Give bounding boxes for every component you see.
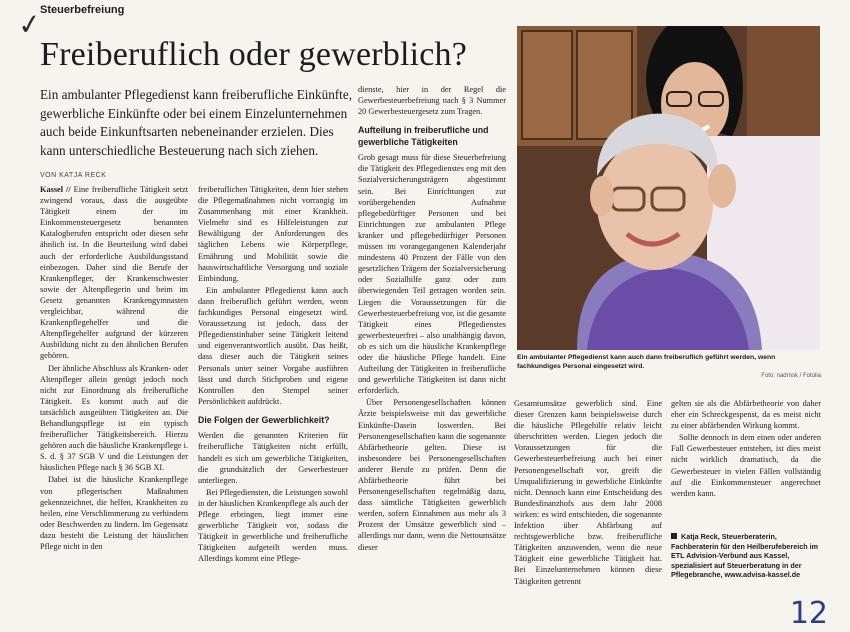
subheading-gewerblichkeit: Die Folgen der Gewerblichkeit? <box>198 414 330 425</box>
location-tag: Kassel // <box>40 185 71 194</box>
paragraph: Bei Pflegediensten, die Leistungen sowohl in der häuslichen Krankenpflege als auch der Pflege erbringen, liegt immer eine gewerbliche Tätigkeit vor, sodass die Tätigkeit in gewerbliche und freiberufliche Tätigkeiten aufgeteilt werden muss. Allerdings kommt eine Pflege- <box>198 487 348 564</box>
paragraph: Gesamtumsätze gewerblich sind. Eine dieser Grenzen kann beispielsweise durch die häusliche Pflegehilfe relativ leicht überschritten werden. Liegen jedoch die Voraussetzungen für die Gewerbesteuerbefreiung auch bei einer Personengesellschaft vor, greift die Umqualifizierung in gewerbliche Einkünfte nicht. Dennoch kann eine Entscheidung des Bundesfinanzhofs aus dem Jahr 2008 wirken: es wird entschieden, die sogenannte Infektion über Abfärbung auf rechtsgewerbliche bzw. freiberufliche Tätigkeiten anzuwenden, wenn die neue Tätigkeit eine gewerbliche Tätigkeit hat. Bei Einzelunternehmen können diese Tätigkeiten getrennt <box>514 399 662 586</box>
headline: Freiberuflich oder gewerblich? <box>40 36 468 73</box>
paragraph: gelten sie als die Abfärbetheorie von daher eher ein Schreckgespenst, da es meist nicht zu einer abfärbenden Wirkung kommt. <box>671 399 821 431</box>
photo-illustration <box>517 26 820 350</box>
paragraph: Über Personengesellschaften können Ärzte beispielsweise mit das gewerbliche Einkünfte-Dasein loswerden. Bei Personengesellschaften kann die sogenannte Abfärbetheorie gelten. Diese ist insbesondere bei Personengesellschaften anderer Berufe zu prüfen. Denn die Abfärbetheorie führt bei Personengesellschaften regelmäßig dazu, dass sämtliche Tätigkeiten gewerblich werden, sofern Einnahmen aus mehr als 3 Prozent der Umsätze gewerblich sind – allerdings nur dann, wenn die Nettoumsätze dieser <box>358 398 506 552</box>
subheading-aufteilung: Aufteilung in freiberufliche und gewerbliche Tätigkeiten <box>358 125 489 147</box>
article-column-4 <box>514 398 662 624</box>
caregiver-photo <box>517 26 820 350</box>
paragraph: freiberuflichen Tätigkeiten, denn hier stehen die Pflegemaßnahmen nicht vorrangig im Zusammenhang mit einer Krankheit. Vielmehr sind es Hilfeleistungen zur Bewältigung der Anforderungen des täglichen Lebens wie Körperpflege, Ernährung und Mobilität sowie die hauswirtschaftliche Versorgung und soziale Einbindung. <box>198 185 348 283</box>
byline: VON KATJA RECK <box>40 172 107 179</box>
handwritten-check-mark: ✓ <box>15 6 44 43</box>
author-info <box>671 532 821 580</box>
article-column-5 <box>671 398 821 624</box>
photo-credit: Foto: nadrnsk / Fotolia <box>761 373 821 379</box>
article-column-3 <box>358 84 506 624</box>
paragraph: Der ähnliche Abschluss als Kranken- oder Altenpfleger allein genügt jedoch noch nicht zur Einordnung als freiberufliche Tätigkeit. Es kommt auch auf die tatsächlich ausgeübten Tätigkeiten an. Die Behandlungspflege ist ein typisch freiberuflicher Tätigkeitsbereich. Hierzu gehören auch die häusliche Krankenpflege i. S. d. § 37 SGB V und die Leistungen der häuslichen Pflege nach § 36 SGB XI. <box>40 363 188 473</box>
paragraph: dienste, hier in der Regel die Gewerbesteuerbefreiung nach § 3 Nummer 20 Gewerbesteuergesetz zum Tragen. <box>358 85 506 117</box>
paragraph: Kassel // Eine freiberufliche Tätigkeit setzt zwingend voraus, dass die ausgeübte Tätigkeit einem der im Einkommensteuergesetz benannten Katalogberufen entspricht oder diesen sehr ähnlich ist. In die Beurteilung wird dabei auch der erforderliche Ausbildungsstand einbezogen. Daher sind die Berufe der Krankenpfleger, der Krankenschwester sowie der Altenpflegerin und beim im Gesetz genannten Krankengymnasten vergleichbar, während die Krankenpflegehelfer und die Altenpflegehelfer aufgrund der kürzeren Ausbildung nicht zu den ähnlichen Berufen gehören. <box>40 185 188 361</box>
paragraph: Ein ambulanter Pflegedienst kann auch dann freiberuflich geführt werden, wenn fachkundiges Personal eingesetzt wird. Voraussetzung ist jedoch, dass der Pflegedienstinhaber seine Tätigkeit leitend und eigenverantwortlich ausübt. Das heißt, dass dieser auch die Tätigkeit seines Personals unter seiner Vorgabe ausführen lässt und durch Stichproben und eigene Kontrollen den Stempel seiner Persönlichkeit aufdrückt. <box>198 285 348 406</box>
paragraph: Werden die genannten Kriterien für freiberufliche Tätigkeiten nicht erfüllt, handelt es sich um gewerbliche Tätigkeiten, die grundsätzlich der Gewerbesteuer unterliegen. <box>198 431 348 485</box>
article-column-2 <box>198 184 348 624</box>
paragraph: Dabei ist die häusliche Krankenpflege von pflegerischen Maßnahmen gekennzeichnet, die helfen, Krankheiten zu heilen, eine Verschlimmerung zu verhindern oder Beschwerden zu lindern. Im Gegensatz dazu besteht die Leistung der häuslichen Pflege nicht in den <box>40 475 188 551</box>
article-column-1 <box>40 184 188 624</box>
photo-caption: Ein ambulanter Pflegedienst kann auch dann freiberuflich geführt werden, wenn fachkundiges Personal eingesetzt wird. <box>517 354 776 370</box>
bullet-square-icon <box>671 533 677 539</box>
kicker: Steuerbefreiung <box>40 4 125 16</box>
lead-paragraph: Ein ambulanter Pflegedienst kann freiberufliche Einkünfte, gewerbliche Einkünfte oder bei einem Einzelunternehmen auch beide Einkunftsarten nebeneinander erzielen. Dies kann unterschiedliche Besteuerung nach sich ziehen. <box>40 87 352 158</box>
paragraph: Grob gesagt muss für diese Steuerbefreiung die Tätigkeit des Pflegedienstes eng mit den Sozialversicherungsträgern abgestimmt sein. Bei Einrichtungen zur vorübergehenden Aufnahme pflegebedürftiger Personen und bei Einrichtungen zur ambulanten Pflege kranker und pflegebedürftiger Personen müssen im vorangegangenen Kalenderjahr mindestens 40 Prozent der Fälle von den gesetzlichen Trägern der Sozialversicherung oder Sozialhilfe ganz oder zum überwiegenden Teil getragen worden sein. Liegen die Voraussetzungen für die Gewerbesteuerbefreiung vor, ist die gesamte Tätigkeit eines Pflegedienstes gewerbesteuerfrei – also unabhängig davon, ob es sich um die häusliche Krankenpflege oder die häusliche Pflege handelt. Eine Aufteilung der Tätigkeiten in freiberufliche und gewerbliche Tätigkeiten ist dann nicht erforderlich. <box>358 153 506 396</box>
paragraph: Sollte dennoch in dem einen oder anderen Fall Gewerbesteuer entstehen, ist dies meist nicht wirklich dramatisch, da die Gewerbesteuer in vielen Fällen vollständig auf die Einkommensteuer angerechnet werden kann. <box>671 433 821 498</box>
author-text: Katja Reck, Steuerberaterin, Fachberaterin für den Heilberufebereich im ETL Advision-Verbund aus Kassel, spezialisiert auf Steuerberatung in der Pflegebranche, www.advisa-kassel.de <box>671 532 818 580</box>
handwritten-page-number: 12 <box>789 596 828 631</box>
